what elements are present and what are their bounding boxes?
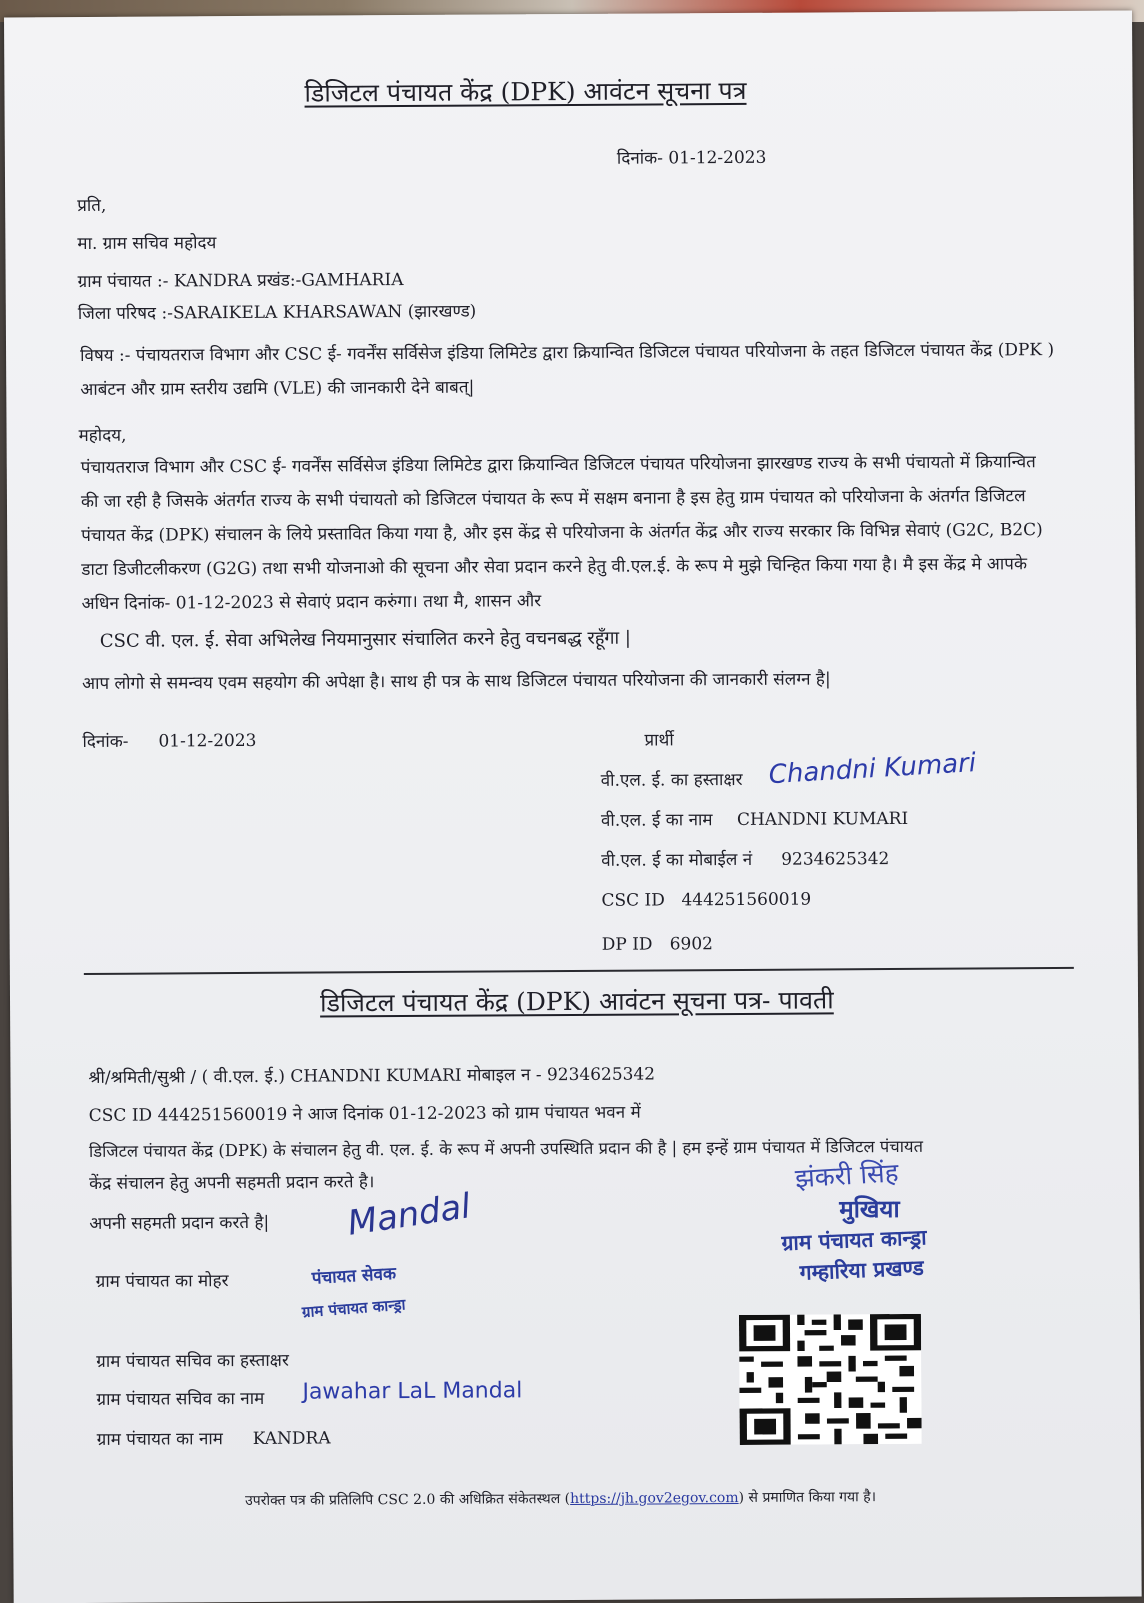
mukhiya-signature: झंकरी सिंह (794, 1158, 900, 1195)
vle-name: CHANDNI KUMARI (736, 808, 909, 830)
zila-parishad-line: जिला परिषद :-SARAIKELA KHARSAWAN (झारखण्ड) (77, 301, 477, 324)
dp-id-label: DP ID (601, 934, 653, 955)
panchayat-name: KANDRA (252, 1428, 331, 1449)
dp-id: 6902 (669, 934, 714, 955)
vle-mobile: 9234625342 (781, 849, 890, 870)
request-line: आप लोगो से समन्वय एवम सहयोग की अपेक्षा है। साथ ही पत्र के साथ डिजिटल पंचायत परियोजना की जानकारी संलग्न है| (82, 669, 831, 694)
to-line: प्रति, (77, 195, 107, 217)
footer-note (245, 1486, 876, 1512)
secretary-scribble: Mandal (345, 1186, 474, 1244)
footer-link[interactable]: https://jh.gov2egov.com (570, 1489, 739, 1508)
stamp-left-line-2: ग्राम पंचायत कान्ड्रा (301, 1295, 407, 1322)
subject-paragraph: विषय :- पंचायतराज विभाग और CSC ई- गवर्नेंस सर्विसेज इंडिया लिमिटेड द्वारा क्रियान्वित डिजिटल पंचायत परियोजना के तहत डिजिटल पंचायत केंद्र (DPK ) आबंटन और ग्राम स्तरीय उद्यमि (VLE) की जानकारी देने बाबत्| (80, 340, 1055, 400)
csc-id: 444251560019 (681, 889, 812, 911)
stamp-right-line-3: गम्हारिया प्रखण्ड (799, 1255, 925, 1285)
bottom-date-value: 01-12-2023 (158, 730, 257, 752)
receipt-line-3: डिजिटल पंचायत केंद्र (DPK) के संचालन हेतु वी. एल. ई. के रूप में अपनी उपस्थिति प्रदान की है | हम इन्हें ग्राम पंचायत में डिजिटल पंचायत (88, 1136, 924, 1161)
gram-panchayat-line: ग्राम पंचायत :- KANDRA प्रखंड:-GAMHARIA (77, 270, 404, 293)
secretary-sign-label: ग्राम पंचायत सचिव का हस्ताक्षर (96, 1350, 289, 1372)
stamp-right-line-2: ग्राम पंचायत कान्ड्रा (781, 1225, 928, 1256)
qr-code (739, 1314, 922, 1445)
body-paragraph: पंचायतराज विभाग और CSC ई- गवर्नेंस सर्विसेज इंडिया लिमिटेड द्वारा क्रियान्वित डिजिटल पंचायत परियोजना झारखण्ड राज्य के सभी पंचायतो में क्रियान्वित की जा रही है जिसके अंतर्गत राज्य के सभी पंचायतो को डिजिटल पंचायत के रूप में सक्षम बनाना है इस हेतु ग्राम पंचायत को परियोजना के अंतर्गत डिजिटल पंचायत केंद्र (DPK) संचालन के लिये प्रस्तावित किया गया है, और इस केंद्र से परियोजना के अंतर्गत केंद्र और राज्य सरकार कि विभिन्न सेवाएं (G2C, B2C) डाटा डिजीटलीकरण (G2G) तथा सभी योजनाओ की सूचना और सेवा प्रदान करने हेतु वी.एल.ई. के रूप मे मुझे चिन्हित किया गया है। मै इस केंद्र मे आपके अधिन दिनांक- 01-12-2023 से सेवाएं प्रदान करुंगा। तथा मै, शासन और (80, 452, 1043, 614)
receipt-line-5: अपनी सहमती प्रदान करते है| (89, 1212, 270, 1234)
notice-date: दिनांक- 01-12-2023 (616, 147, 767, 169)
vle-mobile-label: वी.एल. ई का मोबाईल नं (601, 849, 753, 871)
csc-id-label: CSC ID (601, 890, 665, 911)
panchayat-name-label: ग्राम पंचायत का नाम (96, 1429, 224, 1450)
bottom-date-label: दिनांक- (82, 731, 129, 752)
stamp-left-line-1: पंचायत सेवक (311, 1263, 397, 1289)
addressee: मा. ग्राम सचिव महोदय (77, 233, 217, 255)
vle-signature: Chandni Kumari (767, 748, 977, 791)
salutation: महोदय, (78, 425, 127, 446)
vle-signature-label: वी.एल. ई. का हस्ताक्षर (600, 769, 743, 791)
receipt-line-1: श्री/श्रमिती/सुश्री / ( वी.एल. ई.) CHANDNI KUMARI मोबाइल न - 9234625342 (88, 1064, 656, 1088)
footer-suffix: ) से प्रमाणित किया गया है। (738, 1489, 877, 1506)
seal-label: ग्राम पंचायत का मोहर (95, 1271, 229, 1292)
receipt-line-2: CSC ID 444251560019 ने आज दिनांक 01-12-2023 को ग्राम पंचायत भवन में (88, 1102, 641, 1126)
section-divider (84, 967, 1074, 975)
notice-title: डिजिटल पंचायत केंद्र (DPK) आवंटन सूचना पत्र (304, 75, 747, 108)
stamp-right-line-1: मुखिया (839, 1194, 900, 1224)
vle-name-label: वी.एल. ई का नाम (600, 810, 713, 831)
document-page (4, 11, 1142, 1603)
applicant-label: प्रार्थी (644, 730, 674, 751)
receipt-title: डिजिटल पंचायत केंद्र (DPK) आवंटन सूचना पत्र- पावती (319, 985, 834, 1018)
secretary-name-label: ग्राम पंचायत सचिव का नाम (96, 1388, 265, 1410)
receipt-line-4: केंद्र संचालन हेतु अपनी सहमती प्रदान करते है। (89, 1172, 375, 1194)
secretary-name: Jawahar LaL Mandal (302, 1378, 523, 1405)
commitment-line: CSC वी. एल. ई. सेवा अभिलेख नियमानुसार संचालित करने हेतु वचनबद्ध रहूँगा | (99, 627, 632, 652)
footer-prefix: उपरोक्त पत्र की प्रतिलिपि CSC 2.0 की अधिक्रित संकेतस्थल ( (245, 1491, 571, 1510)
